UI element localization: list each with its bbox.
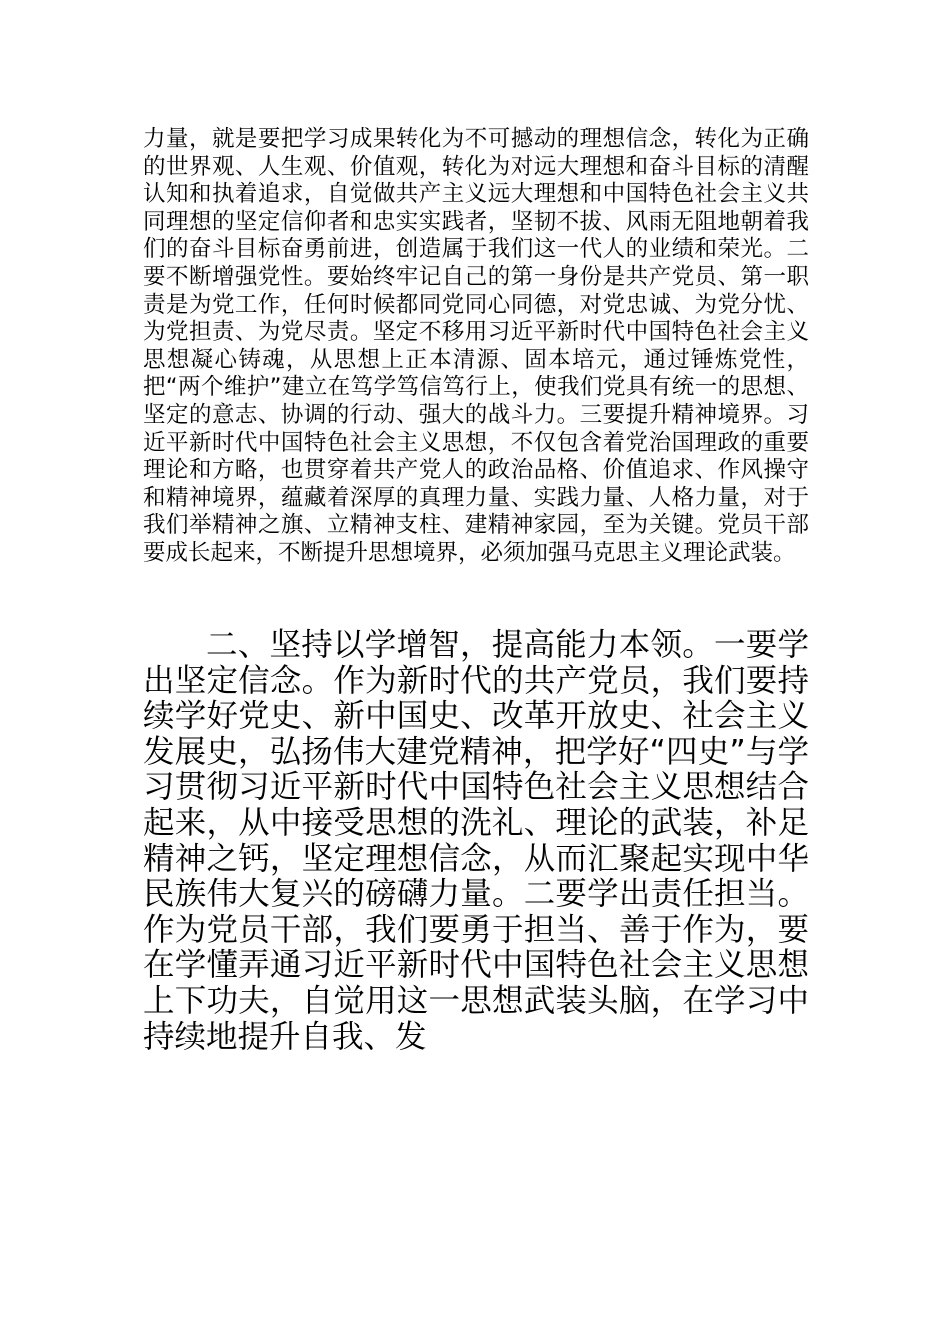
body-paragraph-1: 力量，就是要把学习成果转化为不可撼动的理想信念，转化为正确的世界观、人生观、价值观，转化为对远大理想和奋斗目标的清醒认知和执着追求，自觉做共产主义远大理想和中国特色社会主义共同理想的坚定信仰者和忠实实践者，坚韧不拔、风雨无阻地朝着我们的奋斗目标奋勇前进，创造属于我们这一代人的业绩和荣光。二要不断增强党性。要始终牢记自己的第一身份是共产党员、第一职责是为党工作，任何时候都同党同心同德，对党忠诚、为党分忧、为党担责、为党尽责。坚定不移用习近平新时代中国特色社会主义思想凝心铸魂，从思想上正本清源、固本培元，通过锤炼党性，把“两个维护”建立在笃学笃信笃行上，使我们党具有统一的思想、坚定的意志、协调的行动、强大的战斗力。三要提升精神境界。习近平新时代中国特色社会主义思想，不仅包含着党治国理政的重要理论和方略，也贯穿着共产党人的政治品格、价值追求、作风操守和精神境界，蕴藏着深厚的真理力量、实践力量、人格力量，对于我们举精神之旗、立精神支柱、建精神家园，至为关键。党员干部要成长起来，不断提升思想境界，必须加强马克思主义理论武装。 [143, 126, 809, 566]
body-paragraph-2: 二、坚持以学增智，提高能力本领。一要学出坚定信念。作为新时代的共产党员，我们要持续学好党史、新中国史、改革开放史、社会主义发展史，弘扬伟大建党精神，把学好“四史”与学习贯彻习近平新时代中国特色社会主义思想结合起来，从中接受思想的洗礼、理论的武装，补足精神之钙，坚定理想信念，从而汇聚起实现中华民族伟大复兴的磅礴力量。二要学出责任担当。作为党员干部，我们要勇于担当、善于作为，要在学懂弄通习近平新时代中国特色社会主义思想上下功夫，自觉用这一思想武装头脑，在学习中持续地提升自我、发 [143, 627, 809, 1055]
